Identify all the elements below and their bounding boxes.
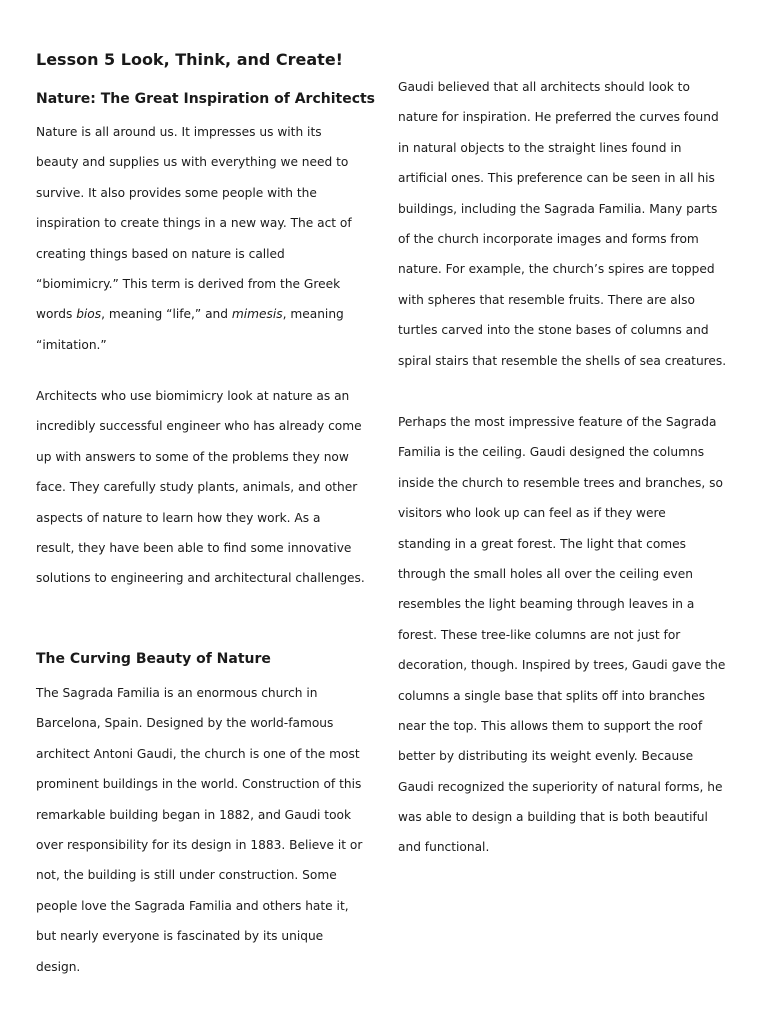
- text-line: people love the Sagrada Familia and others hate it,: [36, 898, 349, 913]
- text-line: Nature is all around us. It impresses us with its: [36, 125, 322, 139]
- text-line: remarkable building began in 1882, and Gaudi took: [36, 807, 352, 822]
- text-line: nature for inspiration. He preferred the curves found: [398, 110, 719, 125]
- text-line: Familia is the ceiling. Gaudi designed the columns: [398, 445, 705, 460]
- text-line: Gaudi recognized the superiority of natural forms, he: [398, 779, 723, 794]
- text-line: prominent buildings in the world. Construction of this: [36, 777, 362, 792]
- text-line: buildings, including the Sagrada Familia. Many parts: [398, 201, 718, 216]
- text-line: Barcelona, Spain. Designed by the world-famous: [36, 716, 334, 731]
- text-fragment: , meaning: [282, 307, 344, 322]
- text-line: near the top. This allows them to support the roof: [398, 718, 703, 733]
- text-line: up with answers to some of the problems they now: [36, 449, 349, 464]
- text-line: columns a single base that splits off into branches: [398, 688, 705, 703]
- text-line: “biomimicry.” This term is derived from the Greek: [36, 276, 341, 291]
- text-line: face. They carefully study plants, animals, and other: [36, 480, 358, 495]
- text-line: spiral stairs that resemble the shells of sea creatures.: [398, 353, 727, 368]
- text-line: of the church incorporate images and forms from: [398, 231, 699, 246]
- text-fragment: words: [36, 307, 77, 322]
- text-line: through the small holes all over the ceiling even: [398, 566, 693, 581]
- text-line: inside the church to resemble trees and branches, so: [398, 475, 723, 490]
- lesson-title: Lesson 5 Look, Think, and Create!: [36, 50, 343, 69]
- text-line: in natural objects to the straight lines found in: [398, 140, 682, 155]
- text-line: “imitation.”: [36, 337, 107, 352]
- paragraph-biomimicry-intro: [36, 117, 352, 360]
- text-fragment: , meaning “life,” and: [101, 307, 232, 322]
- text-line: standing in a great forest. The light that comes: [398, 536, 686, 551]
- text-line: beauty and supplies us with everything we need to: [36, 155, 349, 170]
- text-line: not, the building is still under construction. Some: [36, 868, 337, 883]
- text-line: better by distributing its weight evenly. Because: [398, 749, 694, 764]
- text-line: was able to design a building that is both beautiful: [398, 810, 708, 825]
- text-line: [36, 299, 352, 329]
- text-line: result, they have been able to find some innovative: [36, 540, 352, 555]
- text-line: resembles the light beaming through leaves in a: [398, 597, 695, 612]
- term-bios: bios: [76, 307, 102, 322]
- text-line: turtles carved into the stone bases of columns and: [398, 323, 709, 338]
- text-line: and functional.: [398, 840, 490, 855]
- paragraph-sagrada-ceiling: [398, 407, 725, 863]
- term-mimesis: mimesis: [231, 307, 283, 322]
- paragraph-sagrada-familia: [36, 678, 362, 982]
- paragraph-architects-biomimicry: [36, 381, 365, 594]
- text-line: Architects who use biomimicry look at nature as an: [36, 389, 350, 403]
- text-line: nature. For example, the church’s spires are topped: [398, 262, 715, 277]
- text-line: visitors who look up can feel as if they were: [398, 506, 666, 521]
- text-line: design.: [36, 959, 81, 974]
- text-line: incredibly successful engineer who has already come: [36, 419, 362, 434]
- text-line: artificial ones. This preference can be seen in all his: [398, 171, 715, 186]
- text-line: creating things based on nature is called: [36, 246, 285, 261]
- text-line: over responsibility for its design in 1883. Believe it or: [36, 837, 363, 852]
- text-line: survive. It also provides some people with the: [36, 185, 317, 200]
- text-line: decoration, though. Inspired by trees, Gaudi gave the: [398, 658, 726, 673]
- paragraph-gaudi-nature: [398, 72, 726, 376]
- text-line: inspiration to create things in a new way. The act of: [36, 216, 352, 231]
- text-line: architect Antoni Gaudi, the church is one of the most: [36, 746, 360, 761]
- text-line: Perhaps the most impressive feature of the Sagrada: [398, 415, 717, 429]
- section-heading-curving-beauty: The Curving Beauty of Nature: [36, 651, 271, 667]
- text-line: with spheres that resemble fruits. There are also: [398, 292, 695, 307]
- section-heading-nature-inspiration: Nature: The Great Inspiration of Architects: [36, 91, 376, 107]
- text-line: solutions to engineering and architectural challenges.: [36, 571, 365, 586]
- text-line: forest. These tree-like columns are not just for: [398, 627, 681, 642]
- text-line: Gaudi believed that all architects should look to: [398, 80, 690, 94]
- text-line: The Sagrada Familia is an enormous church in: [36, 686, 318, 700]
- text-line: but nearly everyone is fascinated by its unique: [36, 929, 324, 944]
- text-line: aspects of nature to learn how they work. As a: [36, 510, 321, 525]
